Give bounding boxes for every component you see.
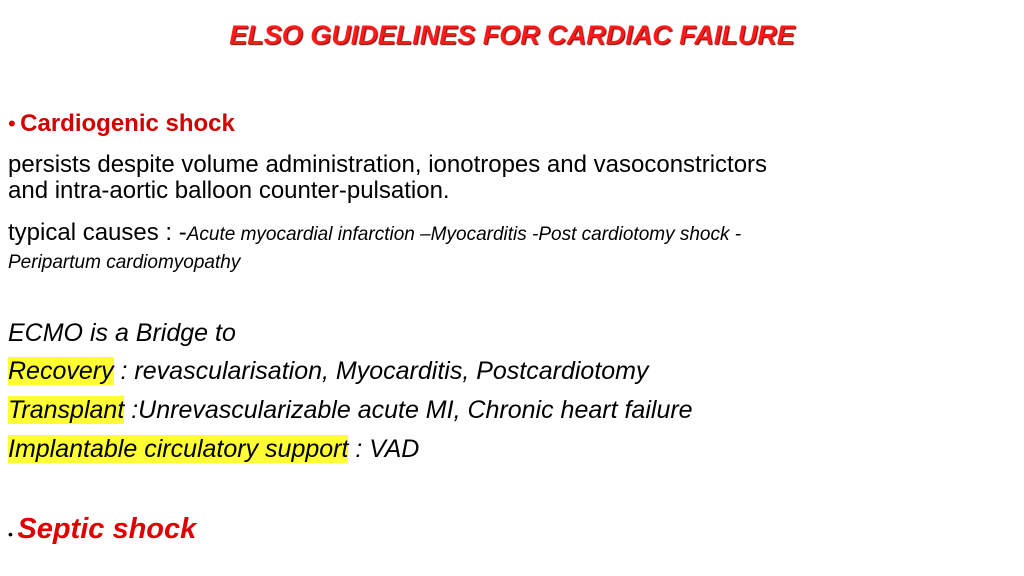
causes-label: typical causes : - xyxy=(8,219,187,246)
ecmo-label-transplant: Transplant xyxy=(8,396,125,424)
ecmo-text-transplant: :Unrevascularizable acute MI, Chronic heart failure xyxy=(124,396,693,424)
cardiogenic-heading-row xyxy=(8,110,235,138)
ecmo-intro: ECMO is a Bridge to xyxy=(8,319,236,347)
bullet-icon: • xyxy=(8,111,16,136)
ecmo-label-implantable: Implantable circulatory support xyxy=(8,435,349,463)
ecmo-row-transplant xyxy=(8,393,693,427)
ecmo-row-recovery xyxy=(8,354,649,388)
ecmo-text-implantable: : VAD xyxy=(348,435,420,463)
cardiogenic-heading: Cardiogenic shock xyxy=(20,110,235,137)
ecmo-row-implantable xyxy=(8,432,419,466)
bullet-icon: • xyxy=(8,525,13,542)
ecmo-label-recovery: Recovery xyxy=(8,357,114,385)
ecmo-text-recovery: : revascularisation, Myocarditis, Postcardiotomy xyxy=(113,357,649,385)
causes-line-1: Acute myocardial infarction –Myocarditis -Post cardiotomy shock - xyxy=(186,224,742,245)
septic-heading: Septic shock xyxy=(17,513,197,545)
typical-causes xyxy=(8,220,741,276)
slide-title: ELSO GUIDELINES FOR CARDIAC FAILURE xyxy=(229,20,795,50)
cardiogenic-line-1: persists despite volume administration, ionotropes and vasoconstrictors xyxy=(8,151,768,178)
septic-heading-row xyxy=(8,513,196,546)
cardiogenic-line-2: and intra-aortic balloon counter-pulsation. xyxy=(8,177,450,204)
causes-line-2: Peripartum cardiomyopathy xyxy=(8,252,241,273)
